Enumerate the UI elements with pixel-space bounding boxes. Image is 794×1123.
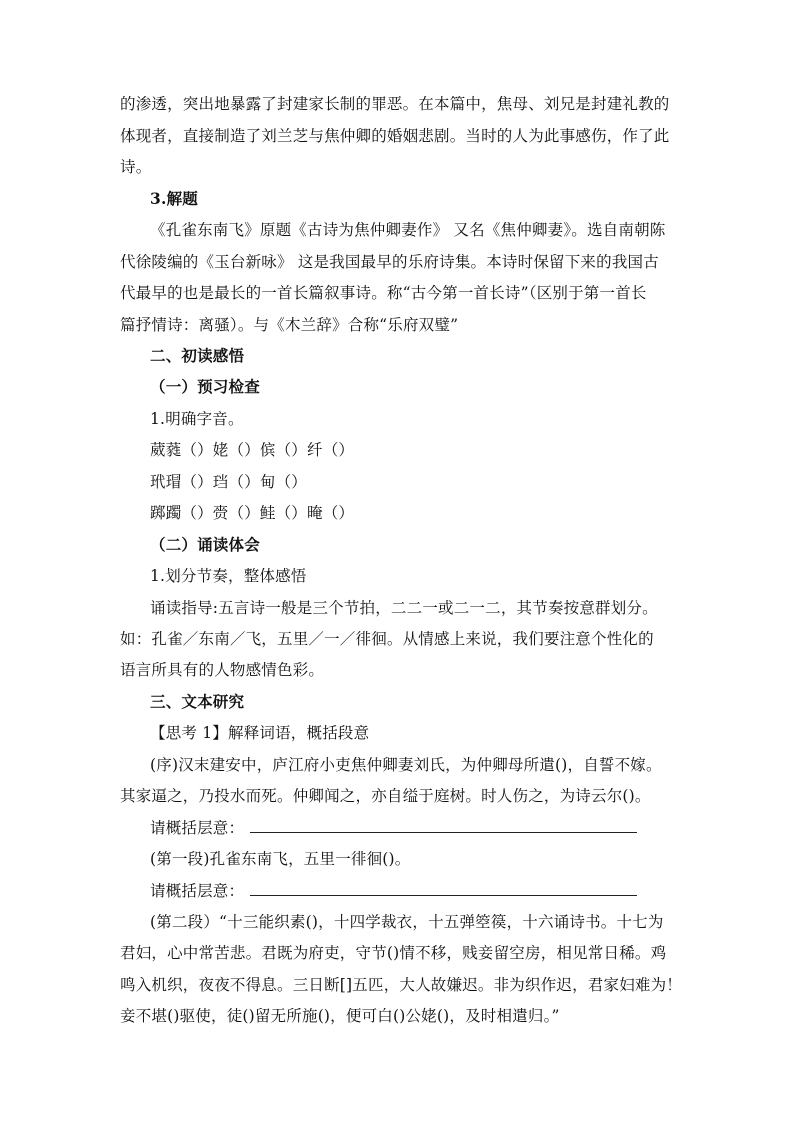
paragraph-line: (第二段）“十三能织素()，十四学裁衣，十五弹箜篌，十六诵诗书。十七为	[150, 913, 664, 931]
paragraph-line: 的渗透，突出地暴露了封建家长制的罪恶。在本篇中，焦母、刘兄是封建礼教的	[120, 95, 670, 113]
section-heading: 二、初读感悟	[150, 346, 245, 365]
subsection-heading: （一）预习检查	[150, 377, 260, 396]
section-heading: 3.解题	[150, 189, 198, 208]
paragraph-line: 如：孔雀／东南／飞，五里／一／徘徊。从情感上来说，我们要注意个性化的	[120, 630, 654, 648]
summary-prompt	[150, 818, 720, 838]
question-heading: 【思考 1】解释词语，概括段意	[150, 724, 370, 742]
paragraph-line: (序)汉末建安中，庐江府小吏焦仲卿妻刘氏，为仲卿母所遣()，自誓不嫁。	[150, 756, 662, 774]
paragraph-line: 1.明确字音。	[150, 410, 244, 428]
answer-blank-line[interactable]	[250, 881, 637, 896]
paragraph-line: 其家逼之，乃投水而死。仲卿闻之，亦自缢于庭树。时人伤之，为诗云尔()。	[120, 787, 651, 805]
paragraph-line: 诗。	[120, 158, 152, 176]
pronunciation-line: 葳蕤（）姥（）傧（）纤（）	[150, 441, 355, 459]
paragraph-line: 代徐陵编的《玉台新咏》 这是我国最早的乐府诗集。本诗时保留下来的我国古	[120, 253, 659, 271]
subsection-heading: （二）诵读体会	[150, 535, 260, 554]
paragraph-line: 体现者，直接制造了刘兰芝与焦仲卿的婚姻悲剧。当时的人为此事感伤，作了此	[120, 127, 670, 145]
paragraph-line: 1.划分节奏，整体感悟	[150, 567, 307, 585]
section-heading: 三、文本研究	[150, 692, 245, 711]
answer-blank-line[interactable]	[250, 818, 637, 833]
summary-prompt	[150, 881, 720, 901]
paragraph-line: 君妇，心中常苦悲。君既为府吏，守节()情不移，贱妾留空房，相见常日稀。鸡	[120, 944, 667, 962]
pronunciation-line: 踯躅（）赍（）鲑（）晻（）	[150, 504, 355, 522]
paragraph-line: 妾不堪()驱使，徒()留无所施()，便可白()公姥()，及时相遣归。”	[120, 1007, 560, 1025]
paragraph-line: 鸣入机织，夜夜不得息。三日断[]五匹，大人故嫌迟。非为织作迟，君家妇难为！	[120, 976, 682, 994]
paragraph-line: 篇抒情诗：离骚）。与《木兰辞》合称“乐府双璧”	[120, 316, 459, 334]
paragraph-line: 语言所具有的人物感情色彩。	[120, 661, 325, 679]
summary-label: 请概括层意：	[150, 882, 245, 900]
pronunciation-line: 玳瑁（）珰（）甸（）	[150, 473, 308, 491]
paragraph-line: 代最早的也是最长的一首长篇叙事诗。称“古今第一首长诗”（区别于第一首长	[120, 284, 647, 302]
summary-label: 请概括层意：	[150, 819, 245, 837]
paragraph-line: 《孔雀东南飞》原题《古诗为焦仲卿妻作》 又名《焦仲卿妻》。选自南朝陈	[150, 221, 666, 239]
paragraph-line: (第一段)孔雀东南飞，五里一徘徊()。	[150, 850, 411, 868]
paragraph-line: 诵读指导:五言诗一般是三个节拍，二二一或二一二，其节奏按意群划分。	[150, 599, 658, 617]
